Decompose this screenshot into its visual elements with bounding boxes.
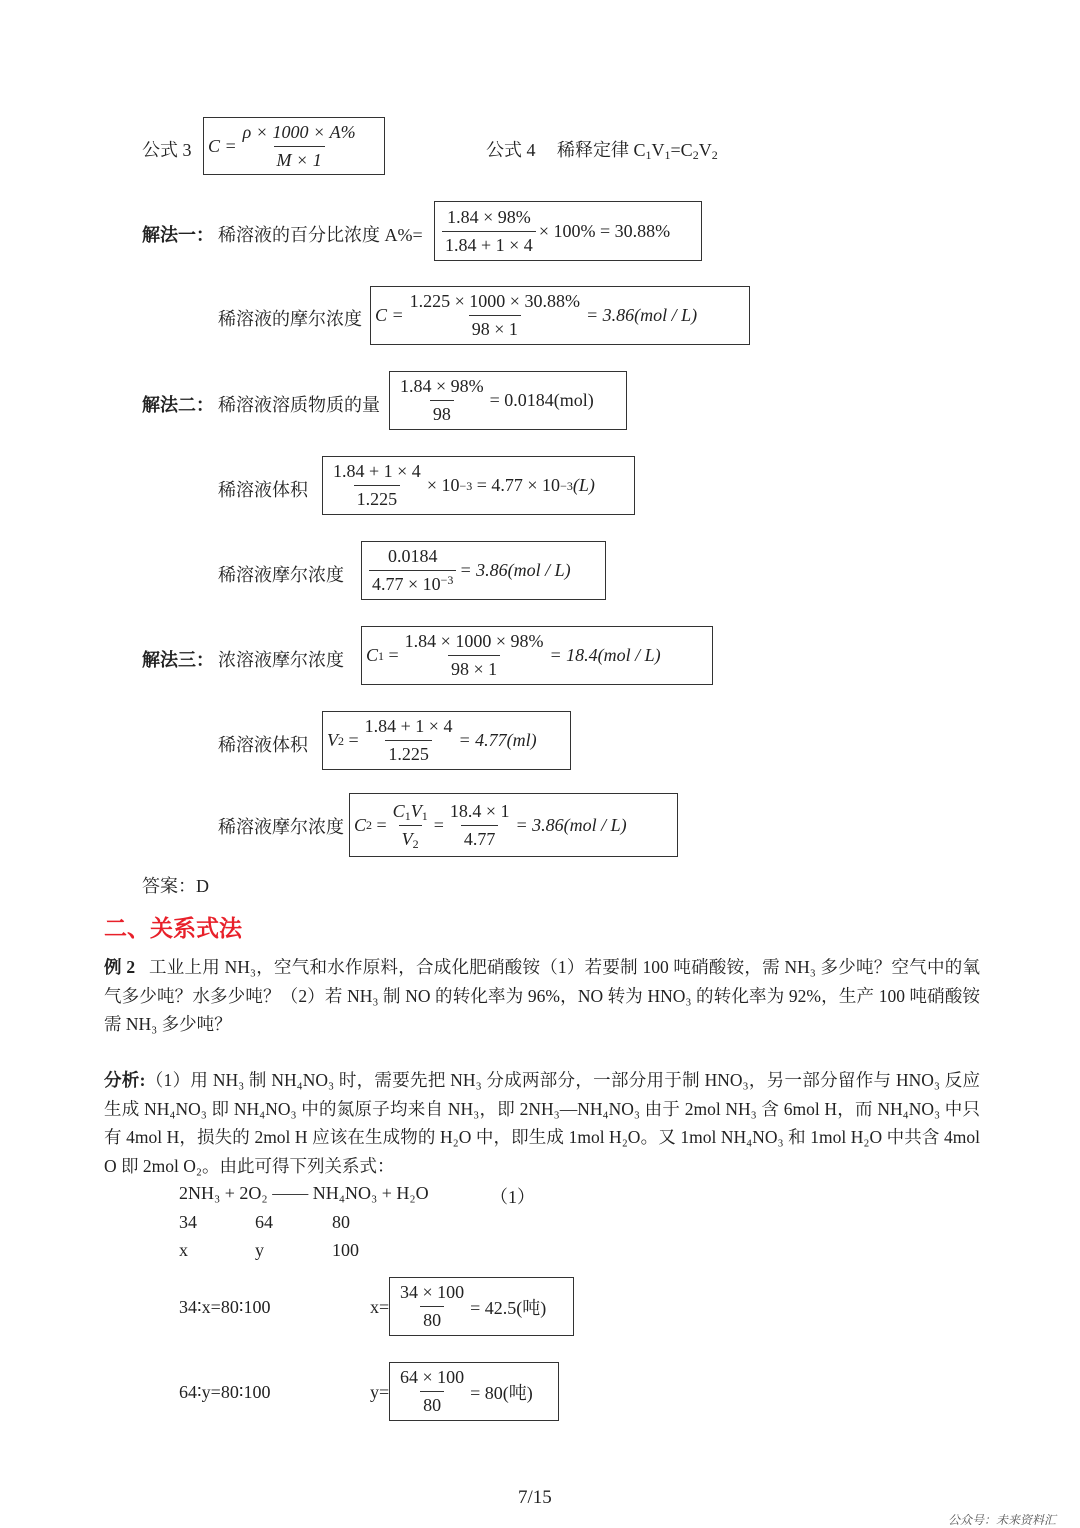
relation-tag: （1） (490, 1187, 535, 1207)
method1-line1-box: $\frac{1.84 \times 98\%}{1.84 + 1 \times 4}$ × 100% = 30.88% (434, 201, 702, 261)
relation-row2-b: y (255, 1240, 264, 1260)
relation-row2-a: x (179, 1240, 188, 1260)
formula3-box (203, 117, 385, 175)
method3-line2-text: 稀溶液体积 (218, 735, 308, 755)
method2-line2-box: $\frac{1.84 + 1 \times 4}{1.225}$ × 10 −3 = 4.77 × 10 −3 (L) (322, 456, 635, 515)
analysis-paragraph (104, 1066, 980, 1180)
calc-x-box: $\frac{34 \times 100}{80}$ = 42.5(吨) (389, 1277, 574, 1336)
calc-x-lhs: x= (370, 1297, 390, 1317)
method2-line1-box: $\frac{1.84 \times 98\%}{98}$ = 0.0184(mol) (389, 371, 627, 430)
method3-line1-box: C 1 = $\frac{1.84 \times 1000 \times 98\%}{98 \times 1}$ = 18.4(mol / L) (361, 626, 713, 685)
method2-line3-text: 稀溶液摩尔浓度 (218, 565, 344, 585)
formula4-text: 稀释定律 $C_1V_1=C_2V_2$ (557, 140, 718, 162)
answer: 答案：D (142, 876, 209, 896)
method3-line1-text: 浓溶液摩尔浓度 (218, 650, 344, 670)
method2-line1-text: 稀溶液溶质物质的量 (218, 395, 380, 415)
example2-text: 工业上用 NH₃，空气和水作原料，合成化肥硝酸铵（1）若要制 100 吨硝酸铵，需 NH₃ 多少吨？空气中的氧气多少吨？水多少吨？（2）若 NH₃ 制 NO 的转化率为 96%，NO 转为 HNO₃ 的转化率为 92%，生产 100 吨硝酸铵需 NH₃ 多少吨？ (104, 957, 980, 1034)
formula3-lhs: C = (208, 135, 237, 156)
formula4-label: 公式 4 (486, 140, 536, 160)
method1-line1-text: 稀溶液的百分比浓度 A%= (218, 225, 423, 245)
method1-line2-box: C = $\frac{1.225 \times 1000 \times 30.88\%}{98 \times 1}$ = 3.86(mol / L) (370, 286, 750, 345)
method3-label: 解法三： (142, 650, 214, 670)
method3-line3-text: 稀溶液摩尔浓度 (218, 817, 344, 837)
formula3-label: 公式 3 (142, 140, 192, 160)
formula3-fraction: $\frac{\rho \times 1000 \times A\%}{M \times 1}$ (240, 119, 359, 174)
page-number: 7/15 (518, 1487, 552, 1508)
method1-label: 解法一： (142, 225, 214, 245)
relation-row1-c: 80 (332, 1212, 350, 1232)
method2-label: 解法二： (142, 395, 214, 415)
watermark: 公众号：未来资料汇 (948, 1513, 1057, 1527)
method1-line2-text: 稀溶液的摩尔浓度 (218, 309, 362, 329)
relation-row2-c: 100 (332, 1240, 359, 1260)
calc-x-ratio: 34∶x=80∶100 (179, 1297, 271, 1317)
example2-label: 例 2 (104, 957, 136, 977)
method3-line3-box: C 2 = $\frac{C_1V_1}{V_2}$ = $\frac{18.4 \times 1}{4.77}$ = 3.86(mol / L) (349, 793, 678, 857)
method2-line3-box: $\frac{0.0184}{4.77 \times 10^{-3}}$ = 3.86(mol / L) (361, 541, 606, 600)
relation-row1-b: 64 (255, 1212, 273, 1232)
method2-line2-text: 稀溶液体积 (218, 480, 308, 500)
calc-y-lhs: y= (370, 1382, 390, 1402)
calc-y-box: $\frac{64 \times 100}{80}$ = 80(吨) (389, 1362, 559, 1421)
relation-row1-a: 34 (179, 1212, 197, 1232)
analysis-label: 分析: (104, 1070, 146, 1090)
method3-line2-box: V 2 = $\frac{1.84 + 1 \times 4}{1.225}$ = 4.77(ml) (322, 711, 571, 770)
calc-y-ratio: 64∶y=80∶100 (179, 1382, 271, 1402)
section-heading: 二、关系式法 (104, 916, 242, 942)
relation-equation: 2NH₃ + 2O₂ —— NH₄NO₃ + H₂O (179, 1183, 429, 1203)
analysis-text: （1）用 NH₃ 制 NH₄NO₃ 时，需要先把 NH₃ 分成两部分，一部分用于制 HNO₃，另一部分留作与 HNO₃ 反应生成 NH₄NO₃ 即 NH₄NO₃ 中的氮原子均来自 NH₃，即 2NH₃—NH₄NO₃ 由于 2mol NH₃ 含 6mol H，而 NH₄NO₃ 中只有 4mol H，损失的 2mol H 应该在生成物的 H₂O 中，即生成 1mol H₂O。又 1mol NH₄NO₃ 和 1mol H₂O 中共含 4mol O 即 2mol O₂。由此可得下列关系式： (104, 1070, 980, 1176)
example2-paragraph (104, 953, 980, 1039)
